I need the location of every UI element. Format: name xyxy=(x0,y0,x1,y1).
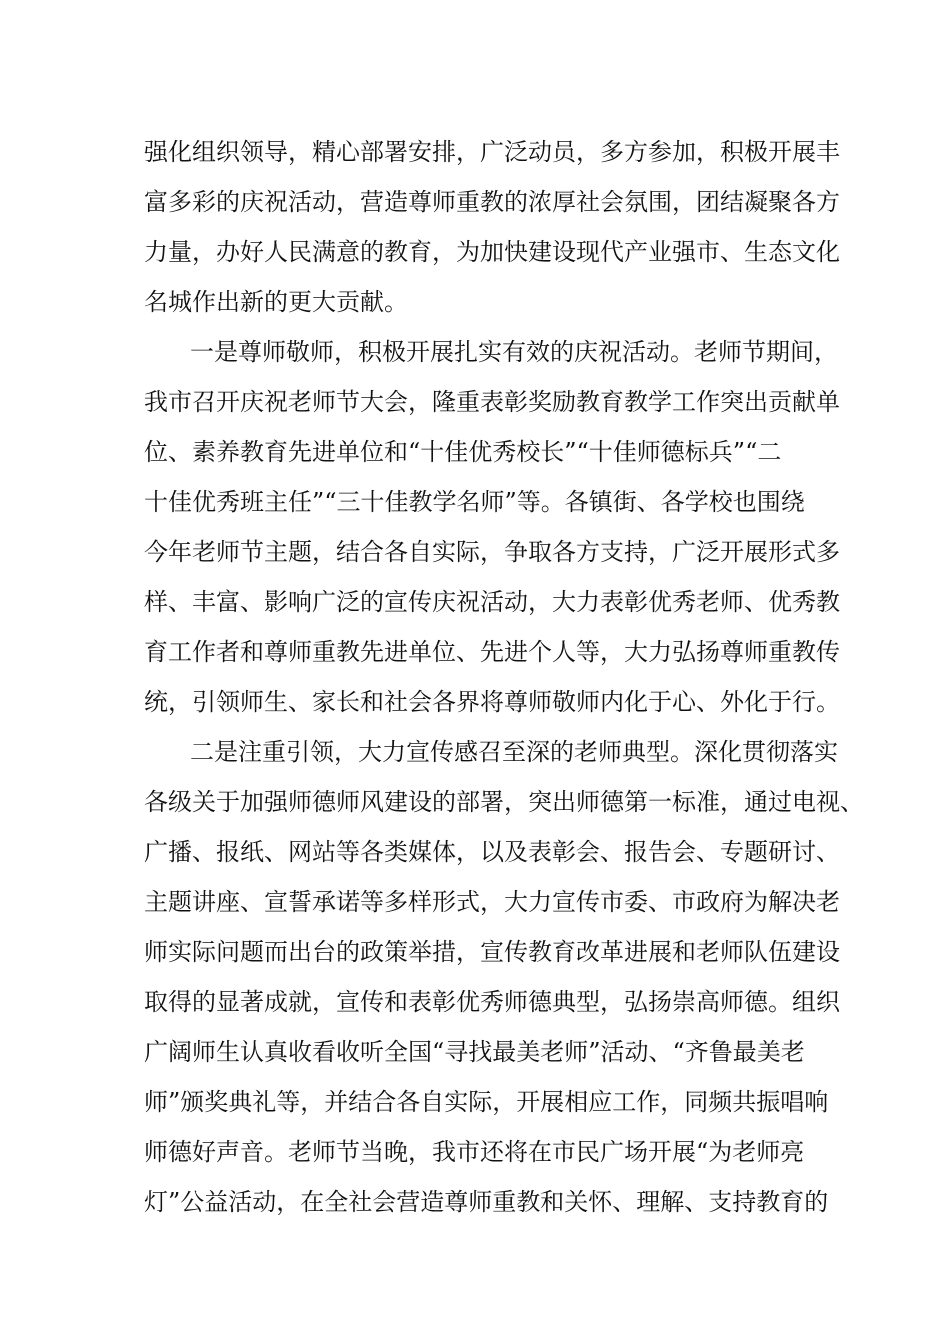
text-line: 我市召开庆祝老师节大会，隆重表彰奖励教育教学工作突出贡献单 xyxy=(144,388,840,416)
text-line: 统，引领师生、家长和社会各界将尊师敬师内化于心、外化于行。 xyxy=(144,688,840,716)
text-line: 育工作者和尊师重教先进单位、先进个人等，大力弘扬尊师重教传 xyxy=(144,638,840,666)
paragraph-1 xyxy=(144,127,840,327)
text-line: 富多彩的庆祝活动，营造尊师重教的浓厚社会氛围，团结凝聚各方 xyxy=(144,188,840,216)
text-line: 十佳优秀班主任”“三十佳教学名师”等。各镇街、各学校也围绕 xyxy=(144,488,805,516)
text-line: 广播、报纸、网站等各类媒体，以及表彰会、报告会、专题研讨、 xyxy=(144,838,840,866)
paragraph-2 xyxy=(144,327,840,727)
text-line: 名城作出新的更大贡献。 xyxy=(144,288,408,316)
text-line: 二是注重引领，大力宣传感召至深的老师典型。深化贯彻落实 xyxy=(190,738,838,766)
text-line: 位、素养教育先进单位和“十佳优秀校长”“十佳师德标兵”“二 xyxy=(144,438,782,466)
text-line: 强化组织领导，精心部署安排，广泛动员，多方参加，积极开展丰 xyxy=(144,138,840,166)
document-body xyxy=(144,127,864,1227)
text-line: 力量，办好人民满意的教育，为加快建设现代产业强市、生态文化 xyxy=(144,238,840,266)
paragraph-3 xyxy=(144,727,864,1227)
text-line: 样、丰富、影响广泛的宣传庆祝活动，大力表彰优秀老师、优秀教 xyxy=(144,588,840,616)
text-line: 广阔师生认真收看收听全国“寻找最美老师”活动、“齐鲁最美老 xyxy=(144,1038,805,1066)
text-line: 师德好声音。老师节当晚，我市还将在市民广场开展“为老师亮 xyxy=(144,1138,805,1166)
text-line: 今年老师节主题，结合各自实际，争取各方支持，广泛开展形式多 xyxy=(144,538,840,566)
text-line: 灯”公益活动，在全社会营造尊师重教和关怀、理解、支持教育的 xyxy=(144,1188,829,1216)
text-line: 各级关于加强师德师风建设的部署，突出师德第一标准，通过电视、 xyxy=(144,788,864,816)
text-line: 师”颁奖典礼等，并结合各自实际，开展相应工作，同频共振唱响 xyxy=(144,1088,829,1116)
text-line: 师实际问题而出台的政策举措，宣传教育改革进展和老师队伍建设 xyxy=(144,938,840,966)
text-line: 一是尊师敬师，积极开展扎实有效的庆祝活动。老师节期间， xyxy=(190,338,838,366)
text-line: 取得的显著成就，宣传和表彰优秀师德典型，弘扬崇高师德。组织 xyxy=(144,988,840,1016)
text-line: 主题讲座、宣誓承诺等多样形式，大力宣传市委、市政府为解决老 xyxy=(144,888,840,916)
